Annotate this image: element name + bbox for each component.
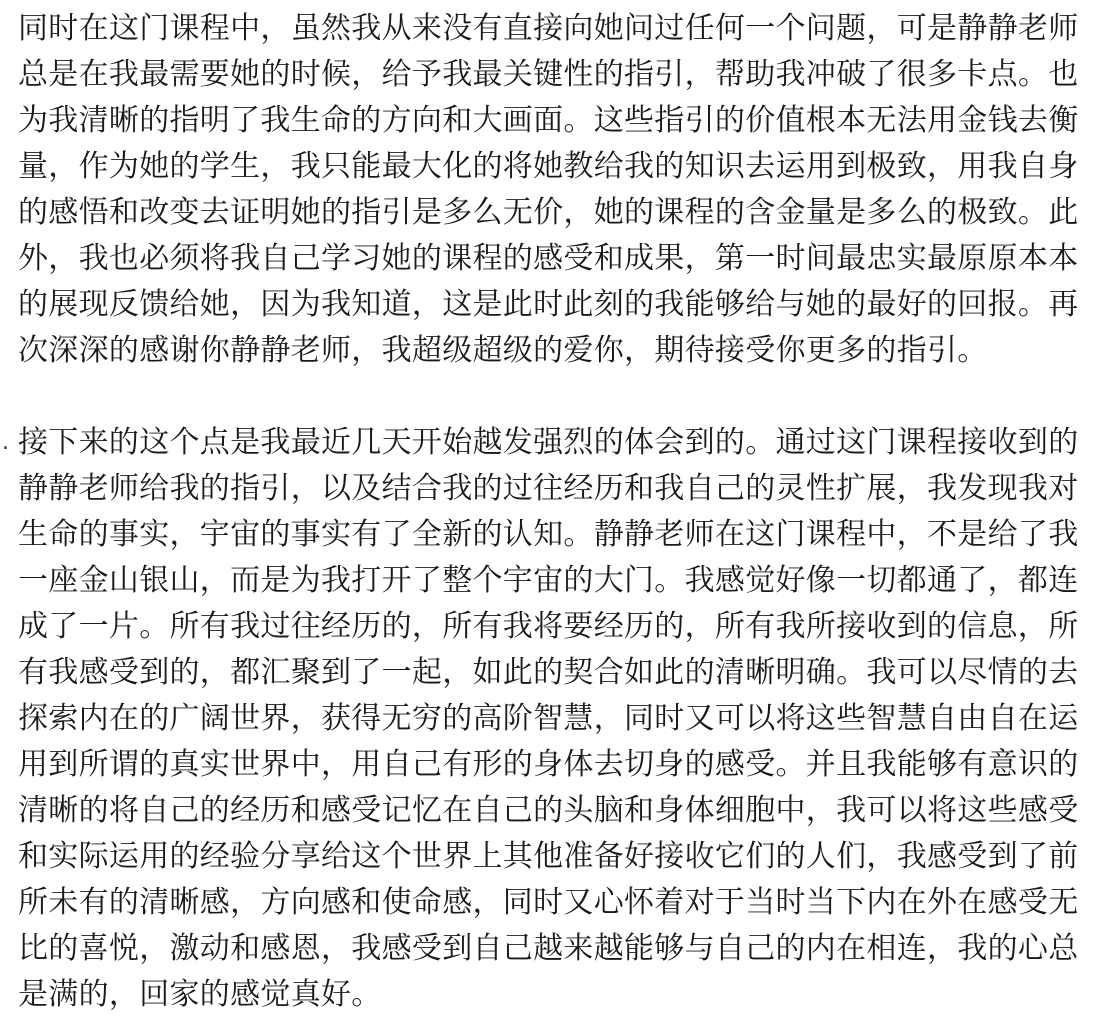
text-line: 静静老师给我的指引，以及结合我的过往经历和我自己的灵性扩展，我发现我对	[18, 471, 1079, 506]
paragraph-gratitude	[18, 6, 1103, 374]
text-line: 生命的事实，宇宙的事实有了全新的认知。静静老师在这门课程中，不是给了我	[18, 517, 1079, 552]
text-line: 的感悟和改变去证明她的指引是多么无价，她的课程的含金量是多么的极致。此	[18, 195, 1079, 230]
text-line: 同时在这门课程中，虽然我从来没有直接向她问过任何一个问题，可是静静老师	[18, 11, 1079, 46]
paragraph-realization	[18, 420, 1103, 1018]
text-line: 总是在我最需要她的时候，给予我最关键性的指引，帮助我冲破了很多卡点。也	[18, 57, 1079, 92]
text-line: 所未有的清晰感，方向感和使命感，同时又心怀着对于当时当下内在外在感受无	[18, 885, 1079, 920]
text-line: 接下来的这个点是我最近几天开始越发强烈的体会到的。通过这门课程接收到的	[18, 425, 1079, 460]
text-line: 和实际运用的经验分享给这个世界上其他准备好接收它们的人们，我感受到了前	[18, 839, 1079, 874]
text-line: 比的喜悦，激动和感恩，我感受到自己越来越能够与自己的内在相连，我的心总	[18, 931, 1079, 966]
text-line: 一座金山银山，而是为我打开了整个宇宙的大门。我感觉好像一切都通了，都连	[18, 563, 1079, 598]
text-line: 外，我也必须将我自己学习她的课程的感受和成果，第一时间最忠实最原原本本	[18, 241, 1079, 276]
text-line: 清晰的将自己的经历和感受记忆在自己的头脑和身体细胞中，我可以将这些感受	[18, 793, 1079, 828]
text-line: 是满的，回家的感觉真好。	[18, 977, 382, 1012]
list-marker: .	[2, 430, 9, 455]
text-line: 为我清晰的指明了我生命的方向和大画面。这些指引的价值根本无法用金钱去衡	[18, 103, 1079, 138]
text-line: 次深深的感谢你静静老师，我超级超级的爱你，期待接受你更多的指引。	[18, 333, 988, 368]
text-line: 量，作为她的学生，我只能最大化的将她教给我的知识去运用到极致，用我自身	[18, 149, 1079, 184]
text-line: 有我感受到的，都汇聚到了一起，如此的契合如此的清晰明确。我可以尽情的去	[18, 655, 1079, 690]
text-line: 用到所谓的真实世界中，用自己有形的身体去切身的感受。并且我能够有意识的	[18, 747, 1079, 782]
text-line: 探索内在的广阔世界，获得无穷的高阶智慧，同时又可以将这些智慧自由自在运	[18, 701, 1079, 736]
text-line: 成了一片。所有我过往经历的，所有我将要经历的，所有我所接收到的信息，所	[18, 609, 1079, 644]
text-line: 的展现反馈给她，因为我知道，这是此时此刻的我能够给与她的最好的回报。再	[18, 287, 1079, 322]
